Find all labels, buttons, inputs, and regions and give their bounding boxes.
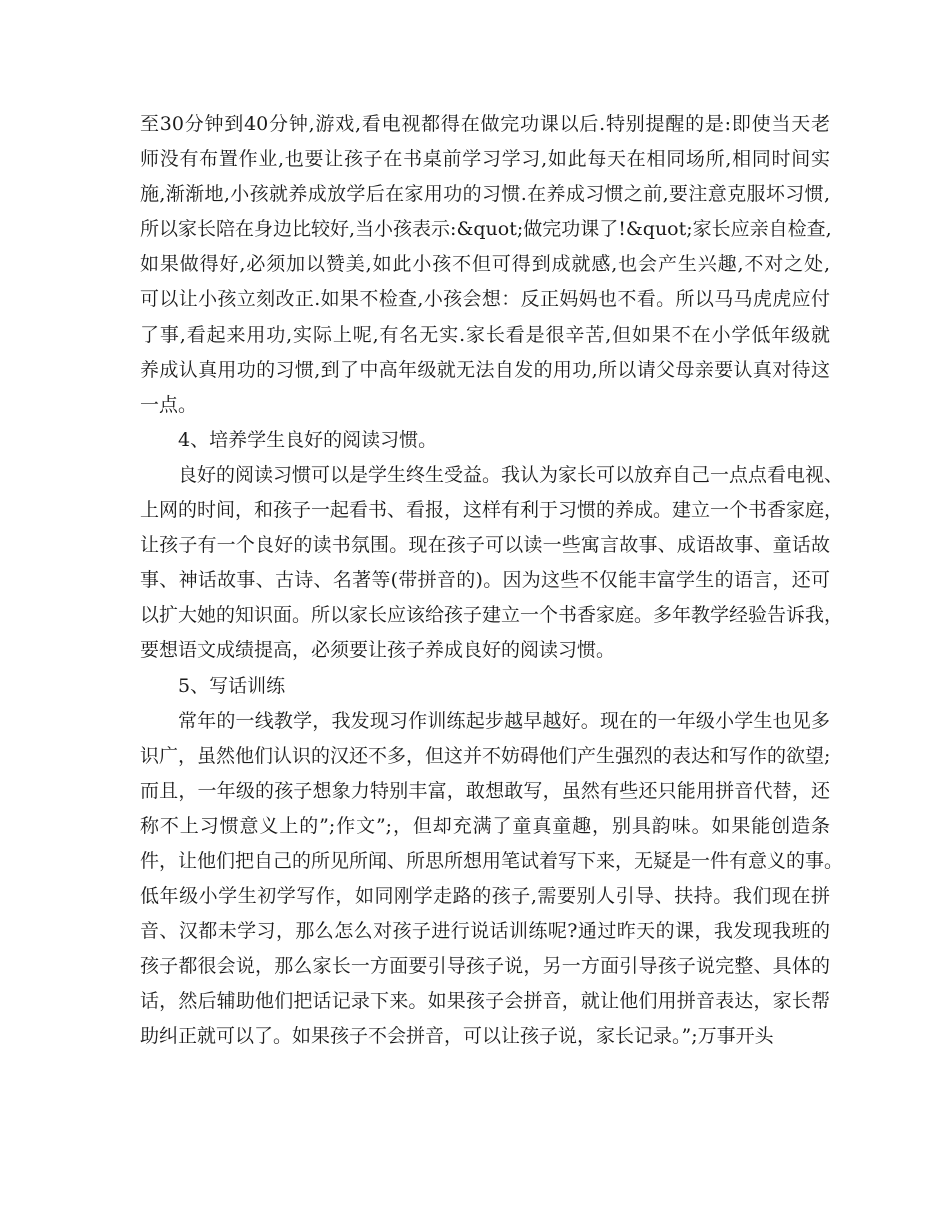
- text-line: 事、神话故事、古诗、名著等(带拼音的)。因为这些不仅能丰富学生的语言，还可: [140, 569, 830, 592]
- text-line: 常年的一线教学，我发现习作训练起步越早越好。现在的一年级小学生也见多: [178, 709, 830, 732]
- text-line: 件，让他们把自己的所见所闻、所思所想用笔试着写下来，无疑是一件有意义的事。: [140, 849, 844, 872]
- text-line: 养成认真用功的习惯,到了中高年级就无法自发的用功,所以请父母亲要认真对待这: [140, 358, 830, 381]
- text-line: 师没有布置作业,也要让孩子在书桌前学习学习,如此每天在相同场所,相同时间实: [140, 148, 830, 171]
- paragraph: [140, 423, 830, 458]
- text-line: 低年级小学生初学写作，如同刚学走路的孩子,需要别人引导、扶持。我们现在拼: [140, 885, 830, 908]
- text-line: 称不上习惯意义上的”;作文”;，但却充满了童真童趣，别具韵味。如果能创造条: [140, 814, 830, 837]
- text-line: 可以让小孩立刻改正.如果不检查,小孩会想：反正妈妈也不看。所以马马虎虎应付: [140, 288, 830, 311]
- paragraph: [140, 107, 830, 423]
- text-line: 施,渐渐地,小孩就养成放学后在家用功的习惯.在养成习惯之前,要注意克服坏习惯,: [140, 183, 830, 206]
- text-line: 让孩子有一个良好的读书氛围。现在孩子可以读一些寓言故事、成语故事、童话故: [140, 534, 830, 557]
- text-line: 以扩大她的知识面。所以家长应该给孩子建立一个书香家庭。多年教学经验告诉我，: [140, 604, 844, 627]
- text-line: 所以家长陪在身边比较好,当小孩表示:&quot;做完功课了!&quot;家长应亲自检查,: [140, 218, 832, 241]
- text-line: 话，然后辅助他们把话记录下来。如果孩子会拼音，就让他们用拼音表达，家长帮: [140, 990, 830, 1013]
- text-line: 了事,看起来用功,实际上呢,有名无实.家长看是很辛苦,但如果不在小学低年级就: [140, 323, 830, 346]
- paragraph: [140, 458, 844, 669]
- text-line: 一点。: [140, 393, 198, 416]
- paragraph: [140, 669, 830, 704]
- text-line: 助纠正就可以了。如果孩子不会拼音，可以让孩子说，家长记录。”;万事开头: [140, 1025, 774, 1048]
- text-line: 要想语文成绩提高，必须要让孩子养成良好的阅读习惯。: [140, 639, 616, 662]
- paragraph: [140, 704, 844, 1055]
- document-body: [140, 107, 844, 1055]
- text-line: 音、汉都未学习，那么怎么对孩子进行说话训练呢?通过昨天的课，我发现我班的: [140, 920, 830, 943]
- text-line: 如果做得好,必须加以赞美,如此小孩不但可得到成就感,也会产生兴趣,不对之处,: [140, 253, 830, 276]
- text-line: 至30分钟到40分钟,游戏,看电视都得在做完功课以后.特别提醒的是:即使当天老: [140, 113, 830, 135]
- text-line: 5、写话训练: [178, 674, 286, 697]
- text-line: 良好的阅读习惯可以是学生终生受益。我认为家长可以放弃自己一点点看电视、: [178, 463, 844, 486]
- text-line: 而且，一年级的孩子想象力特别丰富，敢想敢写，虽然有些还只能用拼音代替，还: [140, 779, 830, 802]
- text-line: 识广，虽然他们认识的汉还不多，但这并不妨碍他们产生强烈的表达和写作的欲望;: [140, 744, 831, 767]
- text-line: 4、培养学生良好的阅读习惯。: [178, 428, 438, 451]
- text-line: 上网的时间，和孩子一起看书、看报，这样有利于习惯的养成。建立一个书香家庭，: [140, 499, 844, 522]
- text-line: 孩子都很会说，那么家长一方面要引导孩子说，另一方面引导孩子说完整、具体的: [140, 955, 830, 978]
